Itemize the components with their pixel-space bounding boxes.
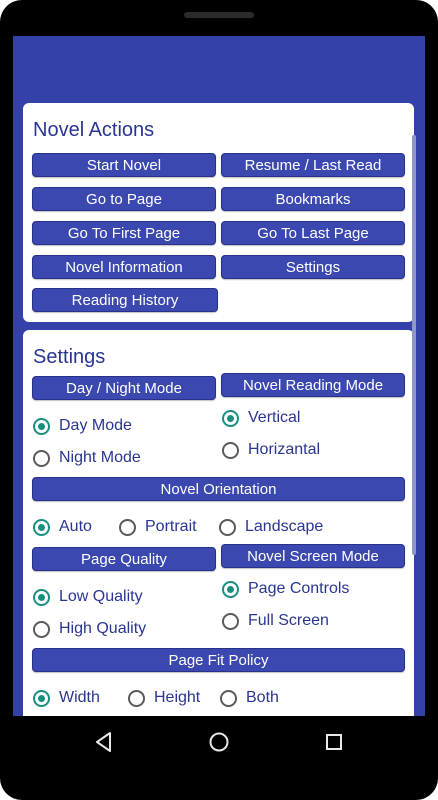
first-page-button[interactable]: Go To First Page: [32, 221, 216, 245]
day-night-mode-header: Day / Night Mode: [32, 376, 216, 400]
last-page-button[interactable]: Go To Last Page: [221, 221, 405, 245]
reading-mode-header: Novel Reading Mode: [221, 373, 405, 397]
settings-title: Settings: [33, 346, 106, 368]
radio-checked-icon: [33, 690, 50, 707]
radio-label: High Quality: [59, 620, 147, 637]
radio-unchecked-icon: [33, 621, 50, 638]
screen-mode-header: Novel Screen Mode: [221, 544, 405, 568]
radio-both[interactable]: [220, 689, 279, 707]
radio-unchecked-icon: [119, 519, 136, 536]
app-bar: [13, 36, 425, 94]
radio-label: Horizantal: [248, 441, 321, 458]
page-quality-header: Page Quality: [32, 547, 216, 571]
go-to-page-button[interactable]: Go to Page: [32, 187, 216, 211]
radio-vertical[interactable]: [222, 409, 300, 427]
novel-actions-card: [23, 103, 414, 322]
back-icon[interactable]: [92, 730, 116, 754]
radio-unchecked-icon: [33, 450, 50, 467]
radio-low-quality[interactable]: [33, 588, 143, 606]
scrollbar[interactable]: [412, 135, 416, 555]
radio-label: Night Mode: [59, 449, 141, 466]
radio-height[interactable]: [128, 689, 200, 707]
radio-label: Vertical: [248, 409, 301, 426]
radio-label: Page Controls: [248, 580, 350, 597]
radio-checked-icon: [33, 589, 50, 606]
radio-checked-icon: [33, 418, 50, 435]
novel-information-button[interactable]: Novel Information: [32, 255, 216, 279]
radio-label: Both: [246, 689, 279, 706]
radio-checked-icon: [33, 519, 50, 536]
radio-night-mode[interactable]: [33, 449, 141, 467]
radio-page-controls[interactable]: [222, 580, 349, 598]
navigation-bar: [0, 716, 438, 766]
radio-label: Auto: [59, 518, 92, 535]
novel-actions-title: Novel Actions: [33, 119, 155, 141]
recents-icon[interactable]: [322, 730, 346, 754]
speaker-grille: [184, 12, 254, 18]
radio-auto[interactable]: [33, 518, 92, 536]
radio-horizontal[interactable]: [222, 441, 320, 459]
radio-label: Height: [154, 689, 201, 706]
radio-landscape[interactable]: [219, 518, 323, 536]
radio-unchecked-icon: [128, 690, 145, 707]
radio-full-screen[interactable]: [222, 612, 329, 630]
home-icon[interactable]: [207, 730, 231, 754]
settings-card: [23, 330, 414, 716]
radio-unchecked-icon: [222, 442, 239, 459]
radio-checked-icon: [222, 581, 239, 598]
start-novel-button[interactable]: Start Novel: [32, 153, 216, 177]
radio-unchecked-icon: [222, 613, 239, 630]
radio-unchecked-icon: [220, 690, 237, 707]
reading-history-button[interactable]: Reading History: [32, 288, 218, 312]
radio-high-quality[interactable]: [33, 620, 146, 638]
resume-button[interactable]: Resume / Last Read: [221, 153, 405, 177]
radio-label: Width: [59, 689, 100, 706]
radio-checked-icon: [222, 410, 239, 427]
radio-label: Portrait: [145, 518, 197, 535]
settings-button[interactable]: Settings: [221, 255, 405, 279]
bookmarks-button[interactable]: Bookmarks: [221, 187, 405, 211]
radio-label: Day Mode: [59, 417, 132, 434]
radio-label: Full Screen: [248, 612, 329, 629]
radio-label: Landscape: [245, 518, 324, 535]
radio-day-mode[interactable]: [33, 417, 132, 435]
radio-unchecked-icon: [219, 519, 236, 536]
radio-width[interactable]: [33, 689, 100, 707]
screen: [13, 36, 425, 716]
orientation-header: Novel Orientation: [32, 477, 405, 501]
fit-policy-header: Page Fit Policy: [32, 648, 405, 672]
radio-portrait[interactable]: [119, 518, 197, 536]
radio-label: Low Quality: [59, 588, 143, 605]
content-area: [13, 94, 425, 716]
